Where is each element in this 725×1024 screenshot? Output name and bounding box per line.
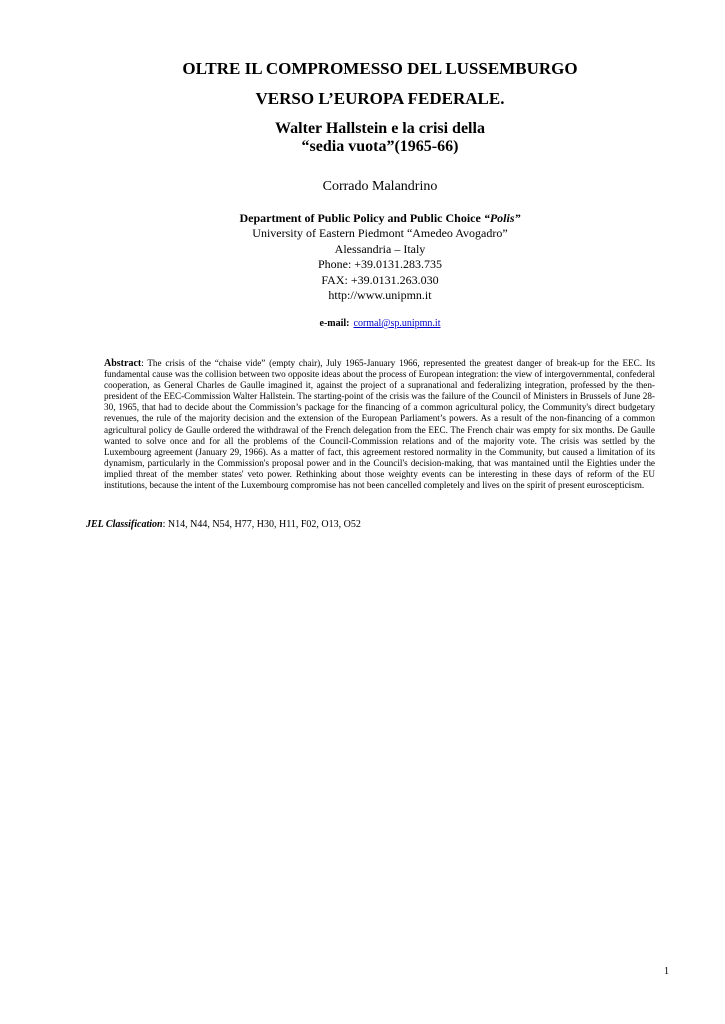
email-label: e-mail: <box>319 318 350 329</box>
website: http://www.unipmn.it <box>328 288 432 303</box>
abstract <box>104 358 655 491</box>
jel-codes: : N14, N44, N54, H77, H30, H11, F02, O13, O52 <box>162 519 361 530</box>
affiliation-block <box>0 211 725 303</box>
jel-classification <box>86 519 646 531</box>
department <box>0 211 725 226</box>
abstract-label: Abstract <box>104 358 142 369</box>
abstract-text: : The crisis of the “chaise vide” (empty chair), July 1965-January 1966, represented the greatest danger of break-up for the EEC. Its fundamental cause was the collision between two opposite ideas about the process of European integration: the view of intergovernmental, confederal cooperation, as General Charles de Gaulle imagined it, against the project of a supranational and federalizing integration, professed by the then-president of the EEC-Commission Walter Hallstein. The starting-point of the crisis was the failure of the Council of Ministers in Brussels of June 28-30, 1965, that had to decide about the Commission’s package for the financing of a common agricultural policy, the Community's direct budgetary revenues, the rule of the majority decision and the extension of the European Parliament’s powers. As a result of the non-financing of a common agricultural policy de Gaulle ordered the withdrawal of the French delegation from the EEC. The French chair was empty for six months. De Gaulle wanted to solve once and for all the problems of the Council-Commission relations and of the majority vote. The crisis was settled by the Luxembourg agreement (January 29, 1966). As a matter of fact, this agreement restored normality in the Community, but caused a limitation of its dynamism, particularly in the Commission's proposal power and in the Council's decision-making, that was mantained until the Eighties under the implied threat of the member states' veto power. Rethinking about those weighty events can be interesting in these days of reform of the EU institutions, because the intent of the Luxembourg compromise has not been cancelled completely and lives on the spirit of present euroscepticism. <box>104 358 655 491</box>
subtitle-line-1: Walter Hallstein e la crisi della <box>275 120 485 137</box>
university: University of Eastern Piedmont “Amedeo Avogadro” <box>252 226 508 241</box>
author-name: Corrado Malandrino <box>322 179 438 194</box>
email-line <box>0 318 725 330</box>
department-name: “Polis” <box>483 211 521 225</box>
email-link[interactable]: cormal@sp.unipmn.it <box>353 318 441 329</box>
subtitle <box>0 120 725 156</box>
title-line-1: OLTRE IL COMPROMESSO DEL LUSSEMBURGO <box>182 59 578 78</box>
title-line-2: VERSO L’EUROPA FEDERALE. <box>255 89 505 108</box>
department-label: Department of Public Policy and Public Choice <box>239 211 481 225</box>
fax: FAX: +39.0131.263.030 <box>321 272 439 287</box>
city: Alessandria – Italy <box>334 241 426 256</box>
jel-label: JEL Classification <box>86 519 163 530</box>
phone: Phone: +39.0131.283.735 <box>317 257 443 272</box>
page-number: 1 <box>664 966 669 977</box>
subtitle-line-2: “sedia vuota”(1965-66) <box>301 138 459 155</box>
